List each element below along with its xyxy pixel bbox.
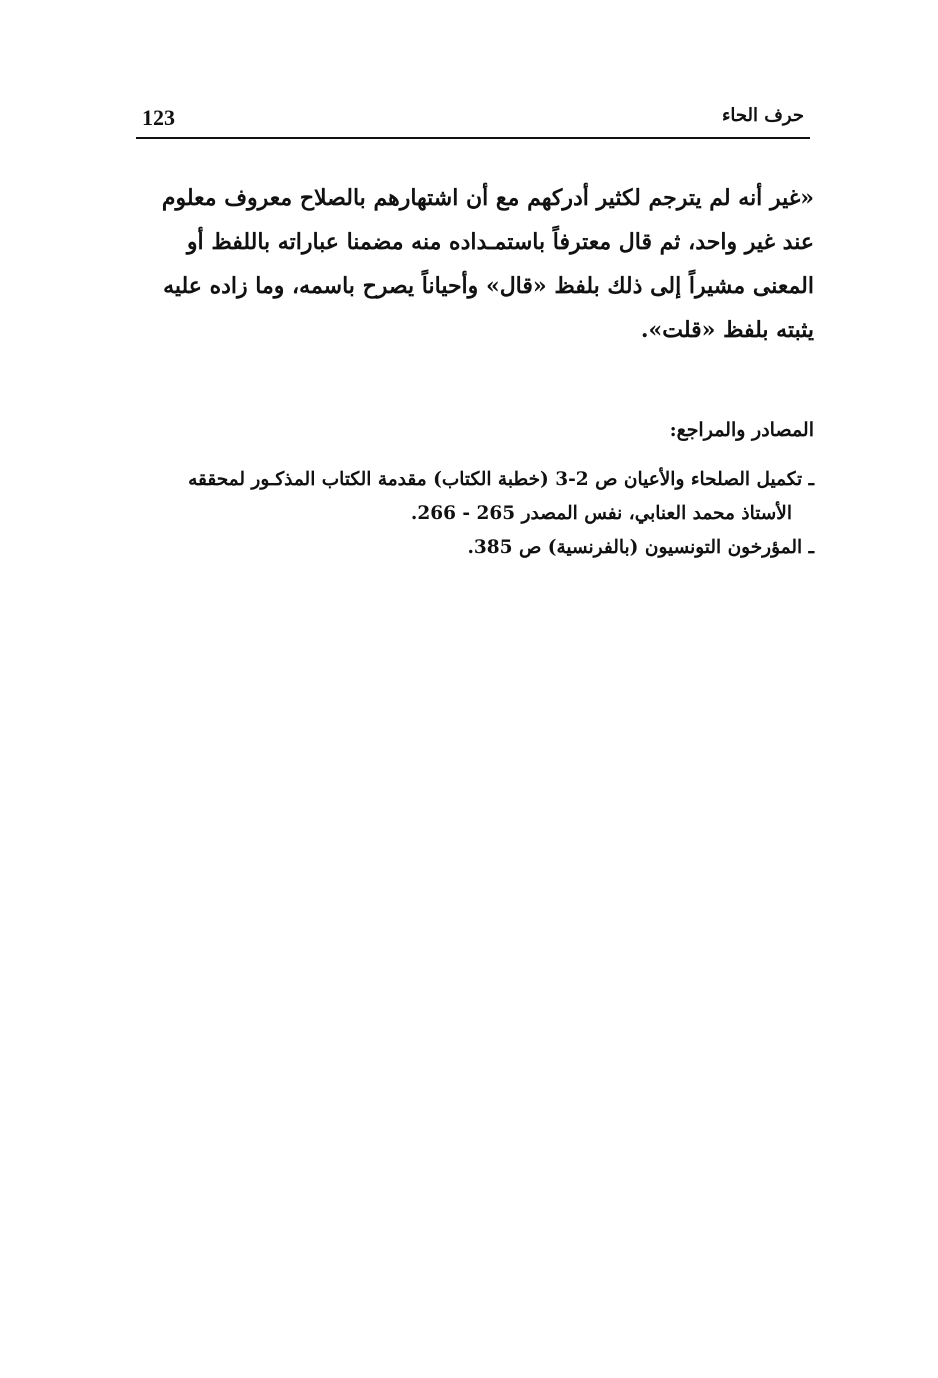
source-item: ـ تكميل الصلحاء والأعيان ص 2-3 (خطبة الكتاب) مقدمة الكتاب المذكـور لمحققه	[188, 469, 814, 490]
source-item-continuation: الأستاذ محمد العنابي، نفس المصدر 265 - 266.	[410, 503, 792, 524]
paragraph-line: «غير أنه لم يترجم لكثير أدركهم مع أن اشتهارهم بالصلاح معروف معلوم	[161, 185, 814, 211]
paragraph-line: المعنى مشيراً إلى ذلك بلفظ «قال» وأحياناً يصرح باسمه، وما زاده عليه	[163, 273, 814, 299]
page-header	[138, 98, 808, 136]
page-number: 123	[142, 105, 175, 130]
paragraph-line: عند غير واحد، ثم قال معترفاً باستمـداده منه مضمنا عباراته باللفظ أو	[186, 229, 814, 255]
source-item: ـ المؤرخون التونسيون (بالفرنسية) ص 385.	[467, 537, 814, 558]
body-paragraph	[146, 176, 814, 352]
sources-list	[146, 463, 814, 565]
sources-heading: المصادر والمراجع:	[669, 419, 814, 441]
paragraph-line: يثبته بلفظ «قلت».	[640, 317, 814, 343]
running-title: حرف الحاء	[721, 105, 804, 126]
header-rule	[136, 137, 810, 139]
